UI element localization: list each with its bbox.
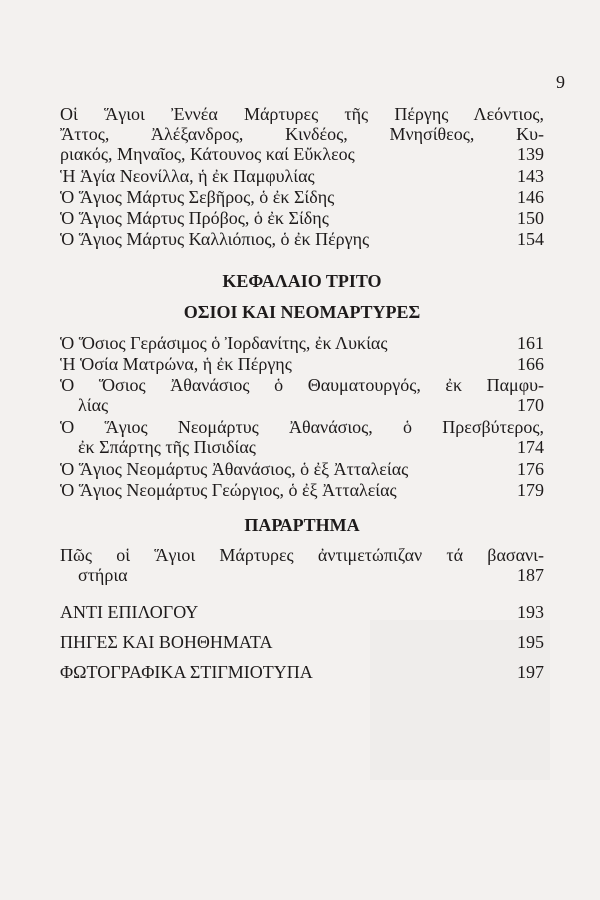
entry-line: Ἄττος, Ἀλέξανδρος, Κινδέος, Μνησίθεος, Κυ- xyxy=(60,124,544,144)
entry-line: Ἡ Ὁσία Ματρώνα, ἡ ἐκ Πέργης xyxy=(60,354,292,374)
toc-entry xyxy=(60,166,544,186)
toc-entry xyxy=(60,459,544,479)
entry-line: Ὁ Ἅγιος Μάρτυς Καλλιόπιος, ὁ ἐκ Πέργης xyxy=(60,229,370,249)
toc-entry xyxy=(60,104,544,164)
chapter-label: ΚΕΦΑΛΑΙΟ ΤΡΙΤΟ xyxy=(222,271,382,291)
entry-page-number: 146 xyxy=(517,187,544,207)
entry-page-number: 170 xyxy=(517,395,544,415)
toc-entry xyxy=(60,417,544,457)
entry-line: Ὁ Ὅσιος Ἀθανάσιος ὁ Θαυματουργός, ἐκ Παμφυ- xyxy=(60,375,544,395)
toc-entry xyxy=(60,375,544,415)
entry-page-number: 197 xyxy=(517,662,544,682)
toc-entry xyxy=(60,480,544,500)
entry-page-number: 176 xyxy=(517,459,544,479)
entry-line: Ὁ Ὅσιος Γεράσιμος ὁ Ἰορδανίτης, ἐκ Λυκίας xyxy=(60,333,388,353)
entry-line: Ὁ Ἅγιος Νεομάρτυς Γεώργιος, ὁ ἐξ Ἀτταλείας xyxy=(60,480,397,500)
entry-page-number: 187 xyxy=(517,565,544,585)
entry-label: ΦΩΤΟΓΡΑΦΙΚΑ ΣΤΙΓΜΙΟΤΥΠΑ xyxy=(60,662,313,682)
toc-entry xyxy=(60,208,544,228)
entry-page-number: 150 xyxy=(517,208,544,228)
toc-entry-afterword xyxy=(60,602,544,622)
entry-page-number: 166 xyxy=(517,354,544,374)
toc-entry xyxy=(60,187,544,207)
toc-entry xyxy=(60,229,544,249)
entry-line: ριακός, Μηναῖος, Κάτουνος καί Εὔκλεος xyxy=(60,144,355,164)
entry-page-number: 179 xyxy=(517,480,544,500)
entry-line: ἐκ Σπάρτης τῆς Πισιδίας xyxy=(78,437,256,457)
toc-entry-photographs xyxy=(60,662,544,682)
entry-line: Ἡ Ἁγία Νεονίλλα, ἡ ἐκ Παμφυλίας xyxy=(60,166,315,186)
entry-page-number: 193 xyxy=(517,602,544,622)
entry-line: Ὁ Ἅγιος Μάρτυς Πρόβος, ὁ ἐκ Σίδης xyxy=(60,208,329,228)
entry-page-number: 195 xyxy=(517,632,544,652)
toc-entry xyxy=(60,333,544,353)
entry-page-number: 154 xyxy=(517,229,544,249)
entry-page-number: 139 xyxy=(517,144,544,164)
entry-page-number: 143 xyxy=(517,166,544,186)
entry-line: στήρια xyxy=(78,565,128,585)
chapter-title: ΟΣΙΟΙ ΚΑΙ ΝΕΟΜΑΡΤΥΡΕΣ xyxy=(183,302,421,322)
entry-line: Ὁ Ἅγιος Νεομάρτυς Ἀθανάσιος, ὁ ἐξ Ἀτταλείας xyxy=(60,459,409,479)
appendix-title: ΠΑΡΑΡΤΗΜΑ xyxy=(244,515,360,535)
entry-line: Ὁ Ἅγιος Μάρτυς Σεβῆρος, ὁ ἐκ Σίδης xyxy=(60,187,335,207)
entry-label: ΠΗΓΕΣ ΚΑΙ ΒΟΗΘΗΜΑΤΑ xyxy=(60,632,273,652)
entry-page-number: 161 xyxy=(517,333,544,353)
entry-line: λίας xyxy=(78,395,109,415)
entry-label: ΑΝΤΙ ΕΠΙΛΟΓΟΥ xyxy=(60,602,199,622)
entry-line: Ὁ Ἅγιος Νεομάρτυς Ἀθανάσιος, ὁ Πρεσβύτερος, xyxy=(60,417,544,437)
toc-entry xyxy=(60,354,544,374)
toc-entry xyxy=(60,545,544,585)
page-number: 9 xyxy=(556,72,565,92)
entry-line: Πῶς οἱ Ἅγιοι Μάρτυρες ἀντιμετώπιζαν τά βασανι- xyxy=(60,545,544,565)
entry-line: Οἱ Ἅγιοι Ἐννέα Μάρτυρες τῆς Πέργης Λεόντιος, xyxy=(60,104,544,124)
toc-entry-sources xyxy=(60,632,544,652)
entry-page-number: 174 xyxy=(517,437,544,457)
